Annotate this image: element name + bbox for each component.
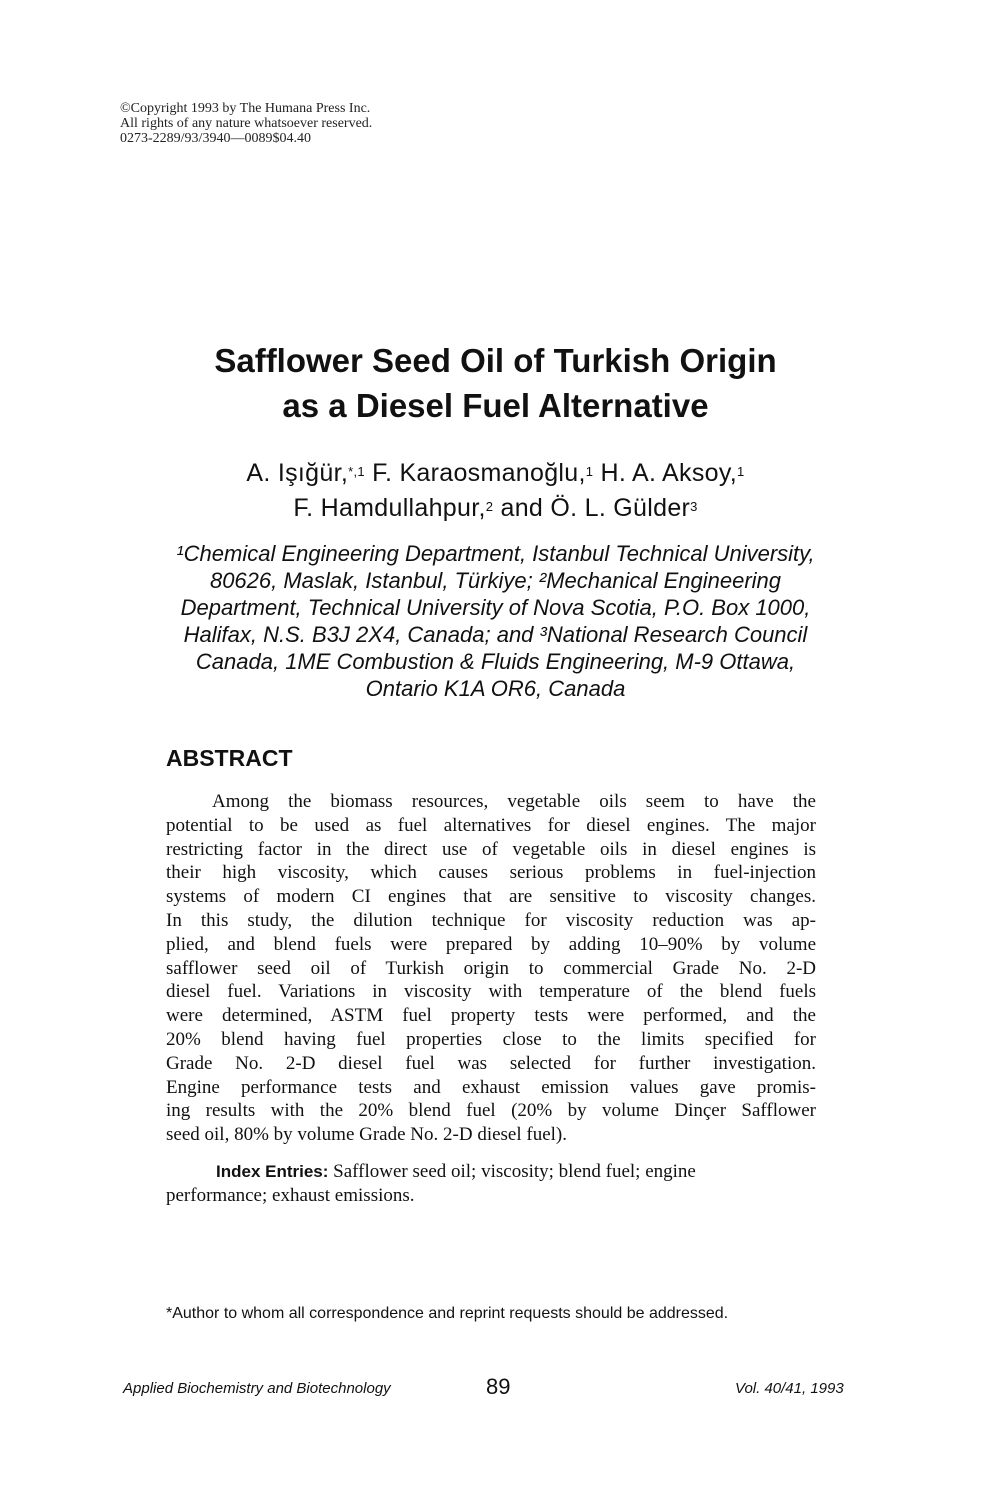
affiliation-line: Department, Technical University of Nova Scotia, P.O. Box 1000,	[180, 595, 811, 620]
author-list	[0, 456, 991, 526]
author-name: Ö. L. Gülder	[550, 494, 691, 522]
journal-name: Applied Biochemistry and Biotechnology	[123, 1380, 391, 1397]
abstract-line: diesel fuel. Variations in viscosity with temperature of the blend fuels	[166, 981, 816, 1003]
affiliation-line: Canada, 1ME Combustion & Fluids Engineering, M-9 Ottawa,	[195, 649, 796, 674]
abstract-line: systems of modern CI engines that are sensitive to viscosity changes.	[166, 886, 816, 908]
abstract-line: In this study, the dilution technique for viscosity reduction was ap-	[166, 909, 816, 931]
index-entries-line	[166, 1160, 816, 1184]
author-name: H. A. Aksoy,	[600, 459, 738, 487]
abstract-line: their high viscosity, which causes serious problems in fuel-injection	[166, 862, 816, 884]
abstract-line: 20% blend having fuel properties close to the limits specified for	[166, 1028, 816, 1050]
index-entries	[166, 1160, 816, 1208]
author-affiliation-mark: 1	[737, 464, 745, 479]
author-affiliation-mark: *,1	[348, 464, 365, 479]
abstract-line: Grade No. 2-D diesel fuel was selected for further investigation.	[166, 1052, 816, 1074]
affiliation-line: Halifax, N.S. B3J 2X4, Canada; and ³National Research Council	[183, 622, 808, 647]
author-line	[0, 491, 991, 526]
abstract-heading: ABSTRACT	[166, 745, 293, 771]
copyright-line: All rights of any nature whatsoever reserved.	[120, 116, 373, 131]
abstract-line: restricting factor in the direct use of vegetable oils in diesel engines is	[166, 838, 816, 860]
author-name: A. Işığür,	[246, 459, 349, 487]
abstract-line: ing results with the 20% blend fuel (20% by volume Dinçer Safflower	[166, 1100, 816, 1122]
affiliations	[0, 540, 991, 702]
author-name: F. Hamdullahpur,	[293, 494, 486, 522]
abstract-line: potential to be used as fuel alternatives for diesel engines. The major	[166, 814, 816, 836]
author-name: F. Karaosmanoğlu,	[372, 459, 586, 487]
abstract-line: safflower seed oil of Turkish origin to commercial Grade No. 2-D	[166, 957, 816, 979]
author-affiliation-mark: 2	[485, 499, 494, 514]
index-entries-line: performance; exhaust emissions.	[166, 1184, 415, 1206]
abstract-line: Engine performance tests and exhaust emission values gave promis-	[166, 1076, 816, 1098]
title-line: as a Diesel Fuel Alternative	[282, 387, 709, 424]
abstract-line: were determined, ASTM fuel property tests were performed, and the	[166, 1005, 816, 1027]
paper-title	[0, 338, 991, 428]
abstract-body	[166, 790, 816, 1147]
author-conjunction: and	[500, 494, 544, 522]
abstract-line: Among the biomass resources, vegetable oils seem to have the	[212, 791, 816, 812]
index-entries-text: Safflower seed oil; viscosity; blend fuel; engine	[328, 1161, 696, 1182]
author-affiliation-mark: 1	[585, 464, 594, 479]
page-number: 89	[486, 1374, 511, 1399]
correspondence-footnote: *Author to whom all correspondence and reprint requests should be addressed.	[166, 1305, 729, 1322]
copyright-notice	[120, 101, 372, 146]
affiliation-line: ¹Chemical Engineering Department, Istanbul Technical University,	[176, 541, 815, 566]
abstract-line: seed oil, 80% by volume Grade No. 2-D diesel fuel).	[166, 1124, 568, 1146]
copyright-line: 0273-2289/93/3940—0089$04.40	[120, 131, 311, 146]
copyright-line: ©Copyright 1993 by The Humana Press Inc.	[120, 101, 371, 116]
affiliation-line: 80626, Maslak, Istanbul, Türkiye; ²Mechanical Engineering	[209, 568, 782, 593]
title-line: Safflower Seed Oil of Turkish Origin	[214, 342, 777, 379]
volume-info: Vol. 40/41, 1993	[735, 1380, 844, 1397]
affiliation-line: Ontario K1A OR6, Canada	[365, 676, 626, 701]
abstract-line: plied, and blend fuels were prepared by adding 10–90% by volume	[166, 933, 816, 955]
index-entries-label: Index Entries:	[216, 1162, 329, 1181]
author-line	[0, 456, 991, 491]
author-affiliation-mark: 3	[690, 499, 698, 514]
